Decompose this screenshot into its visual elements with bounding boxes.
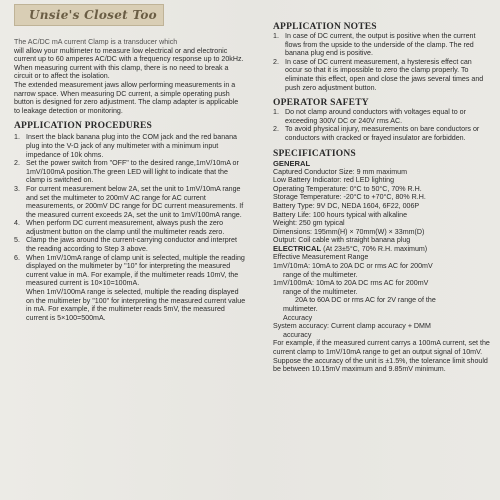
intro-first-line: The AC/DC mA current Clamp is a transducer which xyxy=(14,38,178,46)
safety-list xyxy=(273,108,491,142)
electrical-heading-line xyxy=(273,245,491,254)
application-procedures-heading: APPLICATION PROCEDURES xyxy=(14,121,153,132)
right-column xyxy=(273,0,491,500)
procedure-list xyxy=(14,133,246,288)
procedure-step-number: 3. xyxy=(14,184,20,193)
procedure-step-text: For current measurement below 2A, set the unit to 1mV/10mA range and set the multimeter to 200mV AC range for AC current measurements, or 200mV DC range for DC current measurements. If the measured current exceeds 2A, set the unit to 1mV/100mA range. xyxy=(26,184,244,219)
note-item-number: 2. xyxy=(273,57,279,66)
general-spec-line: Battery Life: 100 hours typical with alkaline xyxy=(273,210,408,219)
range-spec-line: 1mV/100mA: 10mA to 20A DC rms AC for 200mV xyxy=(273,279,429,288)
procedure-step-number: 1. xyxy=(14,133,20,142)
procedure-step-text: When 1mV/10mA range of clamp unit is selected, multiple the reading displayed on the multimeter by "10" for interpreting the measured current value in mA. For example, if the multimeter reads 10mV, the measured current is 10×10=100mA. xyxy=(26,253,245,288)
safety-item xyxy=(273,108,491,125)
note-item-text: In case of DC current, the output is positive when the current flows from the upside to the underside of the clamp. The red banana plug end is positive. xyxy=(285,32,476,58)
intro-paragraph: will allow your multimeter to measure low electrical or and electronic current up to 60 amperes AC/DC with a frequency response up to 20kHz. When measuring current with this clamp, there is no need to break a circuit or to affect the isolation. xyxy=(14,46,244,81)
procedure-step-number: 2. xyxy=(14,159,20,168)
range-spec-line: range of the multimeter. xyxy=(283,270,358,279)
note-item-text: In case of DC current measurement, a hysteresis effect can occur so that it is impossible to zero the clamp properly. To eliminate this effect, open and close the jaws several times and push zero adjustment button. xyxy=(285,57,484,92)
procedure-step xyxy=(14,159,246,185)
accuracy-example: For example, if the measured current carrys a 100mA current, set the current clamp to 1mV/10mA range to get an output signal of 10mV. Suppose the accuracy of the unit is ±1.5%, the tolerance limit should be between 10.15mV maximum and 9.85mV minimum. xyxy=(273,339,490,374)
specifications-heading: SPECIFICATIONS xyxy=(273,148,356,159)
general-spec-line: Operating Temperature: 0°C to 50°C, 70% R.H. xyxy=(273,184,422,193)
general-spec-line: Battery Type: 9V DC, NEDA 1604, 6F22, 006P xyxy=(273,201,420,210)
general-spec-line: Dimensions: 195mm(H) × 70mm(W) × 33mm(D) xyxy=(273,227,425,236)
note-item-number: 1. xyxy=(273,32,279,40)
range-spec-line: 1mV/10mA: 10mA to 20A DC or rms AC for 200mV xyxy=(273,262,433,271)
intro-paragraph-2: The extended measurement jaws allow performing measurements in a narrow space. When measuring DC current, a simple operating push button is designed for zero adjustment. The clamp adapter is applicable to leakage detection or monitoring. xyxy=(14,80,239,115)
range-spec-list xyxy=(273,262,491,314)
application-notes-heading: APPLICATION NOTES xyxy=(273,22,377,32)
procedure-step-text: When perform DC current measurement, always push the zero adjustment button on the clamp until the multimeter reads zero. xyxy=(26,219,225,236)
procedure-step-text: Insert the black banana plug into the COM jack and the red banana plug into the V-Ω jack of any multimeter with a minimum input impedance of 10k ohms. xyxy=(26,133,237,159)
operator-safety-heading: OPERATOR SAFETY xyxy=(273,98,369,109)
procedure-step xyxy=(14,219,246,236)
safety-item-number: 2. xyxy=(273,125,279,134)
range-spec-line: multimeter. xyxy=(283,305,318,314)
general-spec-line: Captured Conductor Size: 9 mm maximum xyxy=(273,167,408,176)
procedure-step-number: 4. xyxy=(14,219,20,228)
electrical-conditions: (At 23±5°C, 70% R.H. maximum) xyxy=(323,244,428,253)
range-heading: Effective Measurement Range xyxy=(273,253,369,262)
range-spec-line: 20A to 60A DC or rms AC for 2V range of the xyxy=(295,296,436,305)
note-item xyxy=(273,32,491,58)
notes-list xyxy=(273,32,491,92)
procedure-step-number: 6. xyxy=(14,253,20,262)
accuracy-line-2: accuracy xyxy=(283,330,312,339)
procedure-step-text: Clamp the jaws around the current-carrying conductor and interpret the reading according to Step 3 above. xyxy=(26,236,237,254)
accuracy-line: System accuracy: Current clamp accuracy + DMM xyxy=(273,322,431,331)
range-spec-line: range of the multimeter. xyxy=(283,287,358,296)
accuracy-heading: Accuracy xyxy=(283,313,313,322)
procedure-step xyxy=(14,133,246,159)
safety-item xyxy=(273,125,491,142)
note-item xyxy=(273,58,491,92)
procedure-step xyxy=(14,236,246,253)
electrical-heading: ELECTRICAL xyxy=(273,243,322,253)
left-column xyxy=(14,0,246,500)
procedure-step-number: 5. xyxy=(14,236,20,245)
logo-text: Unsie's Closet Too xyxy=(29,8,157,22)
watermark-logo xyxy=(14,4,164,26)
general-spec-line: Low Battery Indicator: red LED lighting xyxy=(273,176,395,185)
procedure-step xyxy=(14,185,246,219)
procedure-step xyxy=(14,254,246,288)
general-spec-line: Output: Coil cable with straight banana plug xyxy=(273,236,411,245)
general-spec-list xyxy=(273,168,491,245)
safety-item-text: Do not clamp around conductors with voltages equal to or exceeding 300V DC or 240V rms AC. xyxy=(285,108,466,125)
general-heading: GENERAL xyxy=(273,158,311,168)
procedure-step-6-extra: When 1mV/100mA range is selected, multiple the reading displayed on the multimeter by "100" for interpreting the measured current value in mA. For example, if the multimeter reads 5mV, the measured current is 5×100=500mA. xyxy=(26,288,246,322)
general-spec-line: Weight: 250 gm typical xyxy=(273,219,345,228)
safety-item-text: To avoid physical injury, measurements on bare conductors or conductors with cracked or frayed insulator are forbidden. xyxy=(285,125,480,142)
safety-item-number: 1. xyxy=(273,108,279,117)
general-spec-line: Storage Temperature: -20°C to +70°C, 80% R.H. xyxy=(273,193,426,202)
procedure-step-text: Set the power switch from "OFF" to the desired range,1mV/10mA or 1mV/100mA position.The green LED will light to indicate that the clamp is switched on. xyxy=(26,159,239,185)
